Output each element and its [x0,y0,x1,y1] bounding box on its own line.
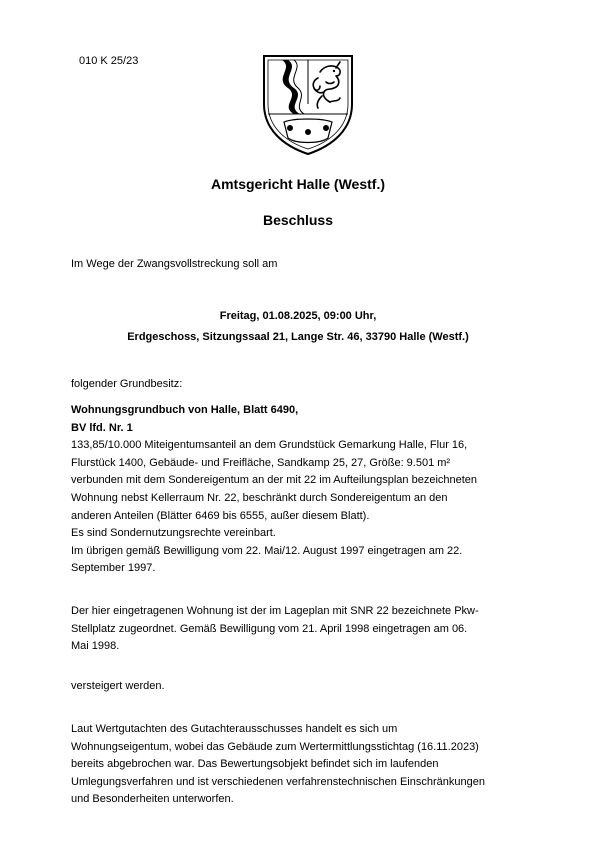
property-description-line: 133,85/10.000 Miteigentumsanteil an dem Grundstück Gemarkung Halle, Flur 16, [71,439,468,452]
property-description-line: September 1997. [71,562,156,575]
land-register-heading: Wohnungsgrundbuch von Halle, Blatt 6490, [71,404,299,416]
land-register-entry-number: BV lfd. Nr. 1 [71,421,133,434]
intro-text: Im Wege der Zwangsvollstreckung soll am [71,258,278,270]
court-name: Amtsgericht Halle (Westf.) [211,176,385,192]
auction-location: Erdgeschoss, Sitzungssaal 21, Lange Str. 46, 33790 Halle (Westf.) [127,331,469,343]
property-description-line: verbunden mit dem Sondereigentum an der mit 22 im Aufteilungsplan bezeichneten [71,474,478,487]
nrw-coat-of-arms-icon [260,52,356,156]
valuation-line: und Besonderheiten unterworfen. [71,793,234,806]
property-description-line: Wohnung nebst Kellerraum Nr. 22, beschränkt durch Sondereigentum an den [71,491,448,504]
parking-space-block [71,603,531,656]
property-label: folgender Grundbesitz: [71,378,183,390]
valuation-line: bereits abgebrochen war. Das Bewertungsobjekt befindet sich im laufenden [71,758,439,771]
property-description-line: Flurstück 1400, Gebäude- und Freifläche, Sandkamp 25, 27, Größe: 9.501 m² [71,456,451,469]
parking-space-line: Stellplatz zugeordnet. Gemäß Bewilligung vom 21. April 1998 eingetragen am 06. [71,622,468,635]
valuation-line: Laut Wertgutachten des Gutachterausschusses handelt es sich um [71,723,398,735]
valuation-block [71,721,531,809]
parking-space-line: Der hier eingetragenen Wohnung ist der im Lageplan mit SNR 22 bezeichnete Pkw- [71,605,479,617]
land-register-block [71,402,531,578]
auction-date: Freitag, 01.08.2025, 09:00 Uhr, [219,310,377,322]
auction-statement: versteigert werden. [71,680,165,692]
property-description-line: Es sind Sondernutzungsrechte vereinbart. [71,527,276,540]
file-reference: 010 K 25/23 [79,55,139,67]
property-description-line: anderen Anteilen (Blätter 6469 bis 6555, außer diesem Blatt). [71,509,370,522]
valuation-line: Wohnungseigentum, wobei das Gebäude zum Wertermittlungsstichtag (16.11.2023) [71,740,479,753]
valuation-line: Umlegungsverfahren und ist verschiedenen verfahrenstechnischen Einschränkungen [71,775,485,788]
document-title: Beschluss [262,212,334,228]
parking-space-line: Mai 1998. [71,640,120,653]
property-description-line: Im übrigen gemäß Bewilligung vom 22. Mai/12. August 1997 eingetragen am 22. [71,544,463,557]
